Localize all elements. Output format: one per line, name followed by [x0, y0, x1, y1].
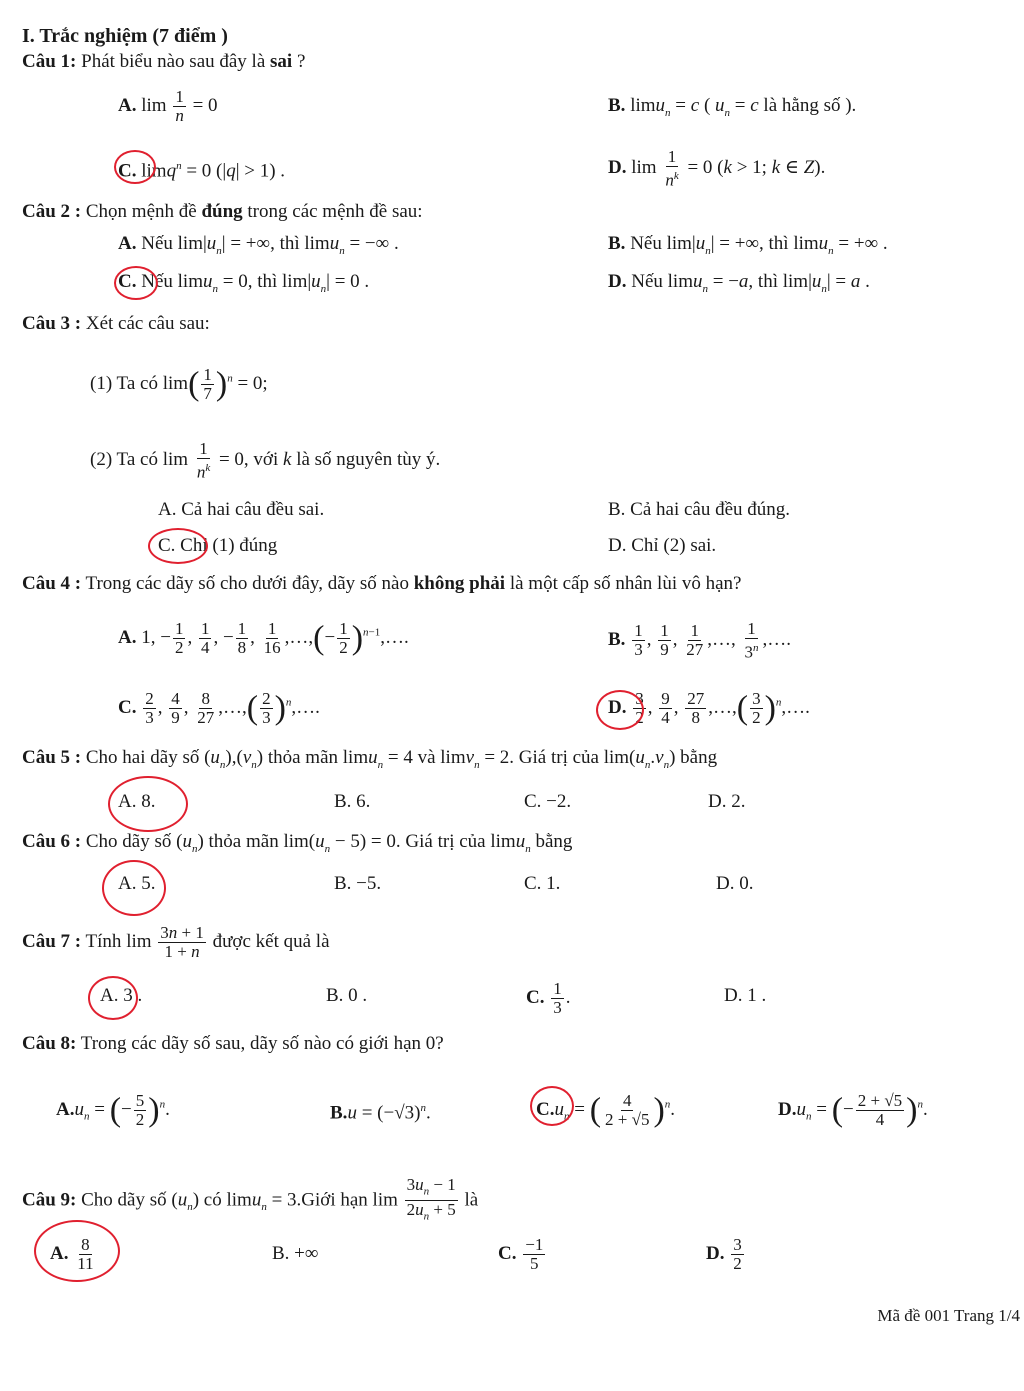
question-label: Câu 7 : [22, 930, 82, 952]
q2-option-c[interactable]: C. Nếu limu$_n$ = 0, thì $\lim|u_n| = 0$ . [118, 271, 370, 295]
question-emphasis: không phải [413, 573, 506, 594]
question-text: Trong các dãy số cho dưới đây, dãy số nào [85, 573, 409, 594]
q3-option-c[interactable]: C. Chỉ (1) đúng [158, 535, 278, 556]
option-label: A. [56, 1098, 75, 1120]
question-tail: là một cấp số nhân lùi vô hạn? [509, 573, 742, 594]
q8-option-d[interactable]: $D.u_n$ = (− $\frac{2 + √5}{4}$ )$^n$. [778, 1091, 928, 1129]
q3-statement-1: (1) Ta có lim( $\frac{1}{7}$ )$^n$ = 0; [90, 365, 268, 403]
q4-option-d[interactable]: D. $\frac{3}{2}$ , $\frac{9}{4}$ , $\frac{27}{8}$ ,…,( $\frac{3}{2}$ )$^n$,…. [608, 689, 810, 727]
option-label: B. [608, 233, 626, 254]
option-text: Nếu [631, 271, 663, 292]
question-tail: được kết quả là [212, 930, 330, 952]
statement-text: là số nguyên tùy ý. [296, 449, 441, 471]
q5-option-c[interactable]: C. −2. [524, 791, 572, 812]
statement-text: (1) Ta có [90, 372, 158, 394]
q6-option-a[interactable]: A. 5. [118, 873, 156, 894]
question-text: thỏa mãn [208, 831, 279, 852]
question-text: có [203, 1189, 222, 1211]
question-text: thỏa mãn [267, 747, 339, 768]
q6-option-d[interactable]: D. 0. [716, 873, 754, 894]
option-label: C. [118, 696, 137, 718]
question-text: Phát biểu nào sau đây là [81, 51, 266, 72]
question-1-stem [22, 50, 305, 74]
q8-option-b[interactable]: $B.u = (-√3)^n$. [330, 1102, 431, 1124]
question-label: Câu 9: [22, 1189, 77, 1211]
q8-option-a[interactable]: $A.u_n$ = (− $\frac{5}{2}$ )$^n$. [56, 1091, 170, 1129]
q7-option-c[interactable]: C. $\frac{1}{3}$ . [526, 979, 571, 1017]
q3-statement-2: (2) Ta có lim $\frac{1}{n^k}$ = 0, với k là số nguyên tùy ý. [90, 439, 441, 482]
question-label: Câu 1: [22, 51, 77, 72]
question-4-stem [22, 572, 741, 596]
question-9-stem: Câu 9: Cho dãy số $(u_n)$ có limu$_n$ = 3.Giới hạn lim $\frac{3u_n - 1}{2u_n + 5}$ là [22, 1175, 479, 1223]
question-text: và [417, 747, 436, 768]
question-text: Xét các câu sau: [85, 313, 210, 334]
question-text: Cho dãy số [85, 831, 172, 852]
question-label: Câu 6 : [22, 831, 82, 852]
q6-option-c[interactable]: C. 1. [524, 873, 561, 894]
question-tail: là [464, 1189, 479, 1211]
question-label: Câu 3 : [22, 313, 82, 334]
q9-option-a[interactable]: A. $\frac{8}{11}$ [50, 1235, 94, 1273]
question-text: .Giới hạn [296, 1189, 368, 1211]
question-7-stem: Câu 7 : Tính lim $\frac{3n + 1}{1 + n}$ được kết quả là [22, 923, 330, 961]
q3-option-d[interactable]: D. Chỉ (2) sai. [608, 535, 717, 556]
option-label: B. [330, 1102, 348, 1124]
q2-option-a[interactable]: A. Nếu $\lim|u_n|$ = +∞, thì limu$_n$ = −∞ . [118, 233, 399, 257]
q7-option-a[interactable]: A. 3 . [100, 985, 143, 1006]
option-label: C. [526, 986, 545, 1008]
question-label: Câu 5 : [22, 747, 82, 768]
question-text: Tính [85, 930, 122, 952]
q1-option-d[interactable]: D. lim $\frac{1}{n^k}$ = 0 (k > 1; k ∈ Z). [608, 147, 826, 190]
option-label: D. [608, 696, 627, 718]
question-6-stem: Câu 6 : Cho dãy số $(u_n)$ thỏa mãn $\lim(u_n - 5) = 0$. Giá trị của limu$_n$ bằng [22, 831, 573, 855]
option-label: D. [706, 1242, 725, 1264]
q1-option-a[interactable]: A. lim $\frac{1}{n}$ = 0 [118, 87, 218, 125]
question-8-stem [22, 1032, 444, 1056]
question-text: . Giá trị của [395, 831, 486, 852]
question-5-stem: Câu 5 : Cho hai dãy số $(u_n),(v_n)$ thỏa mãn limu$_n$ = 4 và limv$_n$ = 2. Giá trị của $\lim(u_n.v_n)$ bằng [22, 747, 718, 771]
option-text: là hằng số ). [763, 95, 857, 116]
statement-text: (2) Ta có [90, 449, 158, 471]
option-label: D. [778, 1098, 797, 1120]
option-label: B. [608, 629, 626, 651]
question-text: Trong các dãy số sau, dãy số nào có giới hạn 0? [80, 1033, 444, 1054]
option-label: A. [118, 94, 137, 116]
statement-text: , với [243, 449, 279, 471]
question-tail: ? [296, 51, 306, 72]
question-text: bằng [535, 831, 573, 852]
q9-option-c[interactable]: C. $\frac{-1}{5}$ [498, 1235, 544, 1273]
option-text: , thì [748, 271, 778, 292]
q5-option-b[interactable]: B. 6. [334, 791, 371, 812]
page-footer: Mã đề 001 Trang 1/4 [877, 1306, 1020, 1325]
option-label: D. [608, 271, 627, 292]
option-label: C. [118, 160, 137, 182]
option-text: Nếu [630, 233, 662, 254]
option-text: Nếu [141, 233, 173, 254]
question-emphasis: sai [270, 51, 293, 72]
q5-option-a[interactable]: A. 8. [118, 791, 156, 812]
q7-option-b[interactable]: B. 0 . [326, 985, 368, 1006]
question-emphasis: đúng [201, 201, 243, 222]
option-text: , thì [247, 271, 278, 292]
option-text: Nếu [141, 271, 173, 292]
option-label: B. [608, 95, 626, 116]
q9-option-b[interactable]: B. +∞ [272, 1243, 319, 1264]
option-text: , thì [759, 233, 789, 254]
option-label: A. [118, 626, 137, 648]
q3-option-b[interactable]: B. Cả hai câu đều đúng. [608, 499, 791, 520]
question-text: bằng [680, 747, 718, 768]
question-label: Câu 8: [22, 1033, 77, 1054]
q1-option-b[interactable]: B. limu$_n$ = c ( $u_n = c$ là hằng số ). [608, 95, 857, 119]
q1-option-c[interactable]: C. limq$^n$ = 0 (|q| > 1) . [118, 160, 286, 182]
question-text: Chọn mệnh đề [85, 201, 197, 222]
question-label: Câu 4 : [22, 573, 82, 594]
q4-option-c[interactable]: C. $\frac{2}{3}$ , $\frac{4}{9}$ , $\frac{8}{27}$ ,…,( $\frac{2}{3}$ )$^n$,…. [118, 689, 320, 727]
q2-option-b[interactable]: B. Nếu $\lim|u_n|$ = +∞, thì limu$_n$ = +∞ . [608, 233, 888, 257]
option-text: , thì [270, 233, 300, 254]
q3-option-a[interactable]: A. Cả hai câu đều sai. [158, 499, 325, 520]
q4-option-a[interactable]: A. 1, − $\frac{1}{2}$ , $\frac{1}{4}$ , − $\frac{1}{8}$ , $\frac{1}{16}$ ,…,(− $\frac{1}{2}$ )$^{n-1}$,…. [118, 619, 409, 657]
question-3-stem [22, 312, 210, 336]
option-label: C. [118, 271, 137, 292]
option-label: C. [536, 1098, 555, 1120]
option-label: A. [118, 233, 137, 254]
question-text: Cho hai dãy số [85, 747, 200, 768]
q9-option-d[interactable]: D. $\frac{3}{2}$ [706, 1235, 742, 1273]
question-text: . Giá trị của [509, 747, 599, 768]
option-label: C. [498, 1242, 517, 1264]
option-label: A. [50, 1242, 69, 1264]
q4-option-b[interactable]: B. $\frac{1}{3}$ , $\frac{1}{9}$ , $\frac{1}{27}$ ,…, $\frac{1}{3^n}$ ,…. [608, 619, 791, 662]
question-tail: trong các mệnh đề sau: [247, 201, 423, 222]
question-2-stem [22, 200, 423, 224]
q7-option-d[interactable]: D. 1 . [724, 985, 767, 1006]
option-label: D. [608, 157, 627, 179]
q6-option-b[interactable]: B. −5. [334, 873, 382, 894]
question-label: Câu 2 : [22, 201, 82, 222]
q5-option-d[interactable]: D. 2. [708, 791, 746, 812]
q8-option-c[interactable]: $C.u_n$ = ( $\frac{4}{2 + √5}$ )$^n$. [536, 1091, 676, 1129]
section-title: I. Trắc nghiệm (7 điểm ) [22, 25, 228, 47]
question-text: Cho dãy số [81, 1189, 167, 1211]
q2-option-d[interactable]: D. Nếu limu$_n$ = −a, thì $\lim|u_n| = a$ . [608, 271, 870, 295]
